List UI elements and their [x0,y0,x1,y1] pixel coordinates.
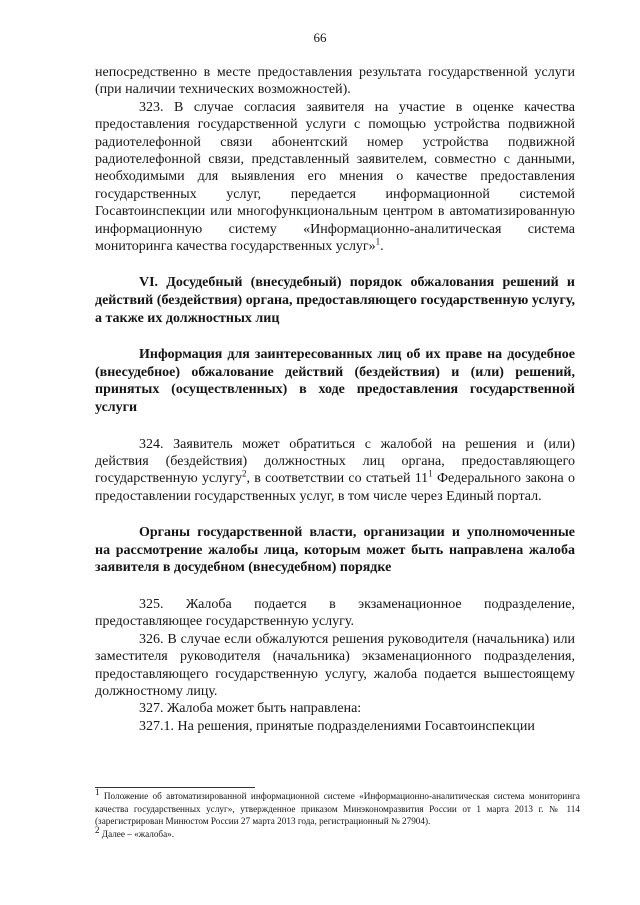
intro-paragraph: непосредственно в месте предоставления результата государственной услуги (при наличии технических возможностей). [95,65,575,98]
subheading-information: Информация для заинтересованных лиц об их праве на досудебное (внесудебное) обжалование действий (бездействия) и (или) решений, принятых (осуществленных) в ходе предоставления государственной услуги [95,347,575,416]
footnote-2-text: Далее – «жалоба». [101,828,175,839]
paragraph-327-1: 327.1. На решения, принятые подразделениями Госавтоинспекции [139,718,535,734]
footnote-1-text: Положение об автоматизированной информационной системе «Информационно-аналитическая система мониторинга качества государственных услуг», утвержденное приказом Минэкономразвития России от 1 марта 2013 г. № 114 (зарегистрирован Минюстом России 27 марта 2013 года, регистрационный № 27904). [95,791,580,827]
footnote-2-mark: 2 [95,824,100,835]
paragraph-324 [95,436,575,506]
paragraph-323-text: 323. В случае согласия заявителя на участие в оценке качества предоставления государственной услуги с помощью устройства подвижной радиотелефонной связи абонентский номер устройства подвижной радиотелефонной связи, представленный заявителем, совместно с данными, необходимыми для выявления его мнения о качестве предоставления государственных услуг, передается информационной системой Госавтоинспекции или многофункциональным центром в автоматизированную информационную систему «Информационно-аналитическая система мониторинга качества государственных услуг» [95,99,575,255]
section-heading: VI. Досудебный (внесудебный) порядок обжалования решений и действий (бездействия) органа, предоставляющего государственную услугу, а также их должностных лиц [95,275,575,326]
page-number: 66 [313,30,327,45]
paragraph-323 [95,99,575,256]
paragraph-323-end: . [380,239,384,255]
paragraph-324-part2: , в соответствии со статьей 11 [246,471,429,487]
paragraph-324-part1: 324. Заявитель может обратиться с жалобой на решения и (или) действия (бездействия) должностных лиц органа, предоставляющего государственную услугу [95,436,575,487]
paragraph-326: 326. В случае если обжалуются решения руководителя (начальника) или заместителя руководителя (начальника) экзаменационного подразделения, предоставляющего государственную услугу, жалоба подается вышестоящему должностному лицу. [95,631,575,700]
paragraph-327: 327. Жалоба может быть направлена: [139,701,362,717]
footnote-divider [95,787,255,788]
footnotes [95,786,580,840]
article-superscript: 1 [428,468,433,479]
footnote-1 [95,786,580,828]
paragraph-325: 325. Жалоба подается в экзаменационное подразделение, предоставляющее государственную услугу. [95,597,575,630]
footnote-1-mark: 1 [95,786,100,797]
subheading-organs: Органы государственной власти, организации и уполномоченные на рассмотрение жалобы лица, которым может быть направлена жалоба заявителя в досудебном (внесудебном) порядке [95,525,575,576]
footnote-ref-1: 1 [375,236,381,247]
paragraph-324-part3: Федерального закона о предоставлении государственных услуг, в том числе через Единый портал. [95,471,576,504]
footnote-ref-2: 2 [241,468,247,479]
footnote-2 [95,824,580,841]
main-text [95,64,575,735]
